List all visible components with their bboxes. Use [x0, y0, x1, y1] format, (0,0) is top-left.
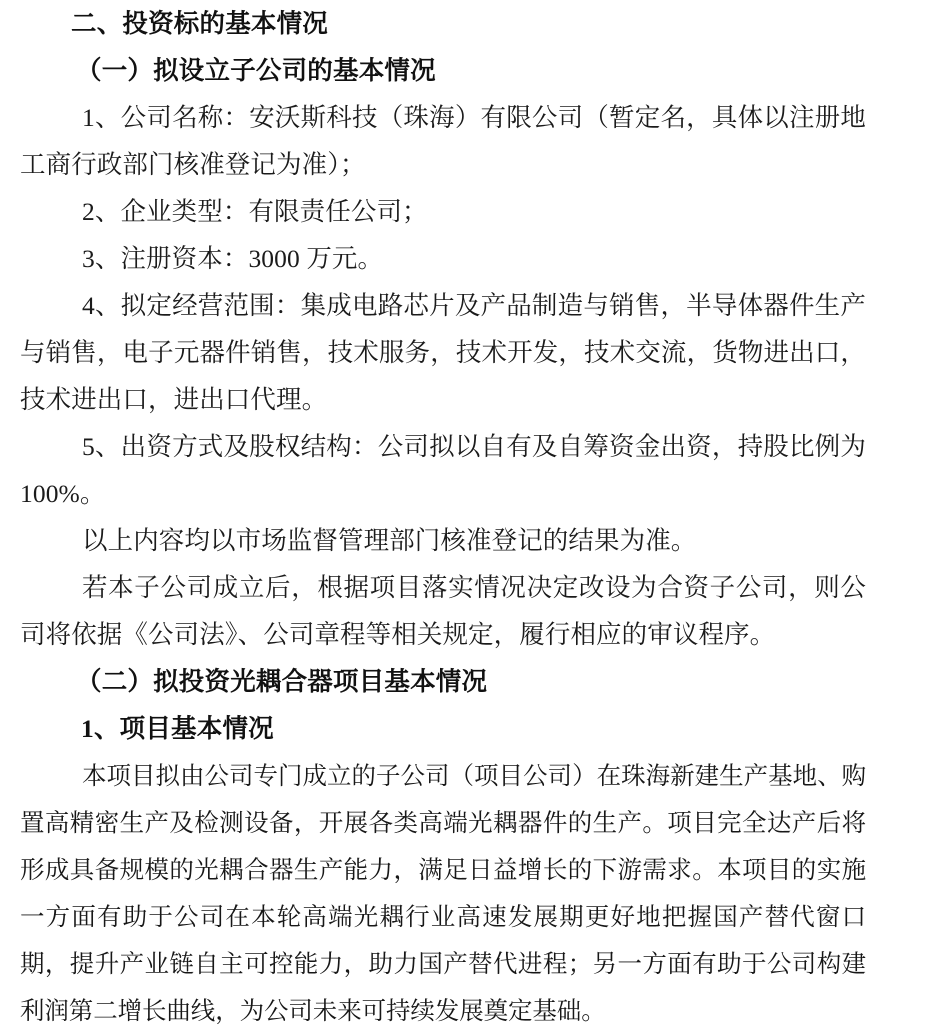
subsection-1-item-2: 2、企业类型：有限责任公司；: [82, 197, 428, 226]
subsection-1-item-1: 1、公司名称：安沃斯科技（珠海）有限公司（暂定名，具体以注册地工商行政部门核准登记为准）；: [20, 103, 866, 179]
subsection-1-item-4: 4、拟定经营范围：集成电路芯片及产品制造与销售，半导体器件生产与销售，电子元器件销售，技术服务，技术开发，技术交流，货物进出口，技术进出口，进出口代理。: [20, 291, 866, 414]
subsection-1-closing: 若本子公司成立后，根据项目落实情况决定改设为合资子公司，则公司将依据《公司法》、公司章程等相关规定，履行相应的审议程序。: [20, 573, 866, 649]
section-heading-2: 二、投资标的基本情况: [71, 9, 329, 38]
subsection-heading-2: （二）拟投资光耦合器项目基本情况: [76, 667, 488, 696]
subsection-heading-1: （一）拟设立子公司的基本情况: [76, 56, 436, 85]
subsection-1-item-5: 5、出资方式及股权结构：公司拟以自有及自筹资金出资，持股比例为 100%。: [20, 432, 866, 508]
subsection-1-note: 以上内容均以市场监督管理部门核准登记的结果为准。: [82, 526, 697, 555]
subsection-2-body: 本项目拟由公司专门成立的子公司（项目公司）在珠海新建生产基地、购置高精密生产及检测设备，开展各类高端光耦器件的生产。项目完全达产后将形成具备规模的光耦合器生产能力，满足日益增长的下游需求。本项目的实施一方面有助于公司在本轮高端光耦行业高速发展期更好地把握国产替代窗口期，提升产业链自主可控能力，助力国产替代进程；另一方面有助于公司构建利润第二增长曲线，为公司未来可持续发展奠定基础。: [20, 761, 866, 1025]
subsection-1-item-3: 3、注册资本：3000 万元。: [82, 244, 384, 273]
subsection-2-item-heading: 1、项目基本情况: [81, 714, 274, 743]
document-body: [20, 0, 866, 1034]
